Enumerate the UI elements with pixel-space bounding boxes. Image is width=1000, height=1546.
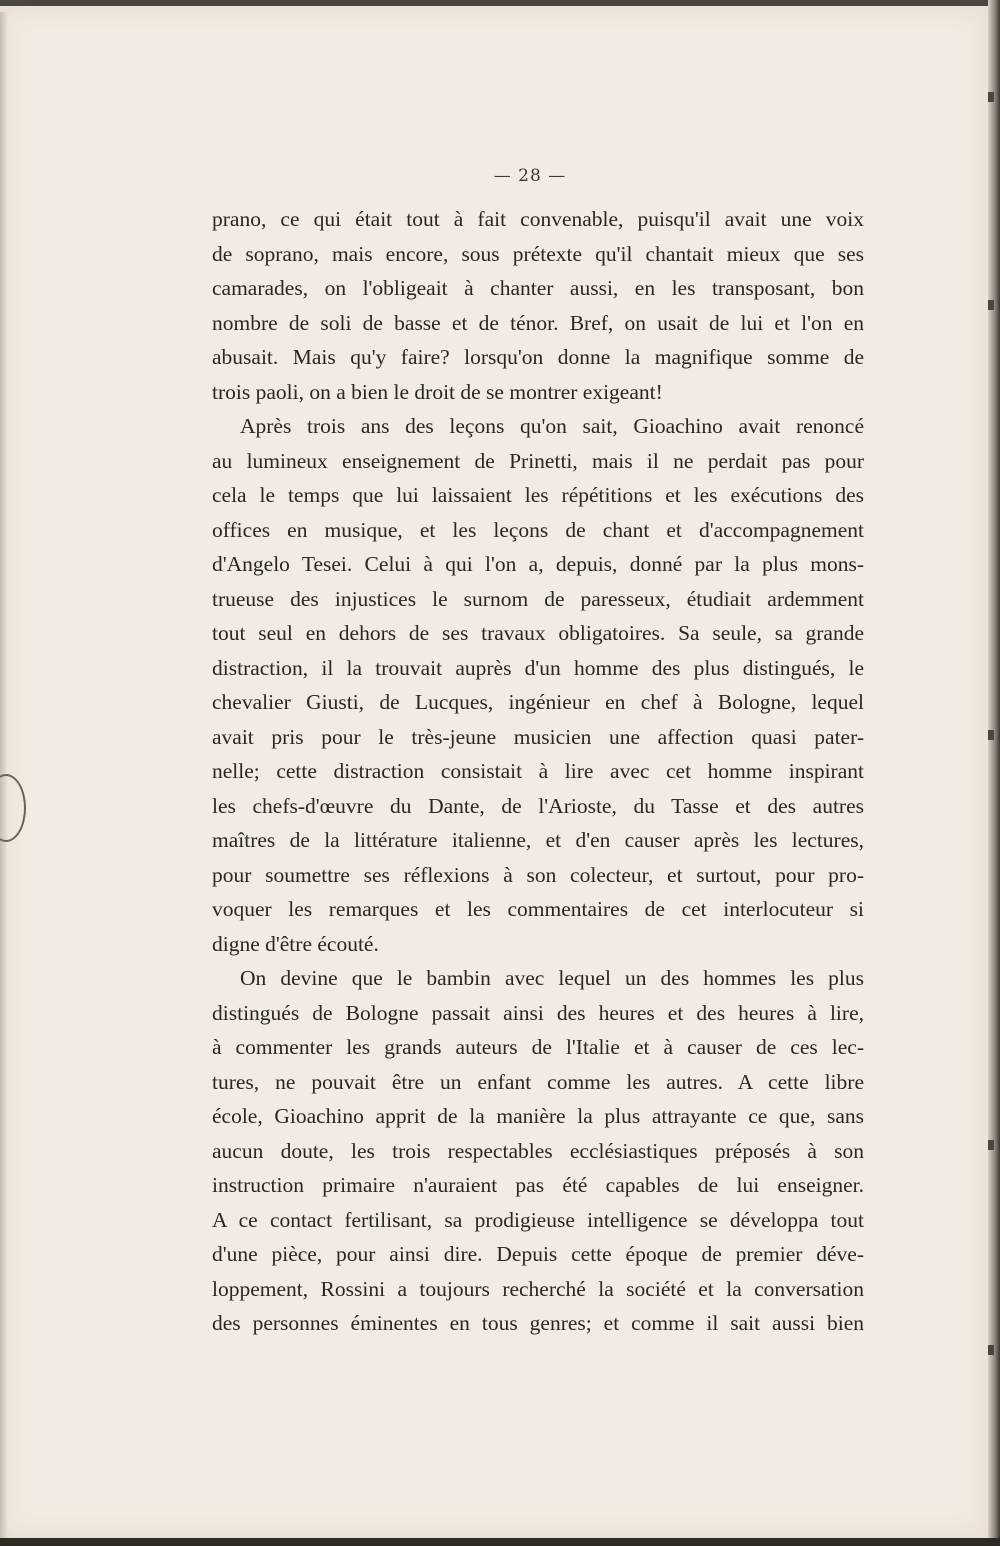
text-line: prano, ce qui était tout à fait convenable, puisqu'il avait une voix [212,207,864,231]
paragraph-3 [212,961,864,1341]
text-line: distingués de Bologne passait ainsi des heures et des heures à lire, [212,1000,864,1025]
text-line: les chefs-d'œuvre du Dante, de l'Arioste, du Tasse et des autres [212,793,864,818]
text-line: abusait. Mais qu'y faire? lorsqu'on donne la magnifique somme de [212,345,864,369]
text-line: trois paoli, on a bien le droit de se montrer exigeant! [212,379,663,404]
text-line: instruction primaire n'auraient pas été capables de lui enseigner. [212,1173,864,1197]
text-line: distraction, il la trouvait auprès d'un homme des plus distingués, le [212,655,864,680]
text-line: camarades, on l'obligeait à chanter aussi, en les transposant, bon [212,276,864,300]
text-line: pour soumettre ses réflexions à son colecteur, et surtout, pour pro- [212,862,864,887]
text-line: chevalier Giusti, de Lucques, ingénieur en chef à Bologne, lequel [212,690,864,714]
binding-mark [0,774,26,842]
edge-tab-marker [988,730,994,740]
edge-tab-marker [988,1345,994,1355]
text-line: tout seul en dehors de ses travaux obligatoires. Sa seule, sa grande [212,621,864,645]
text-line: tures, ne pouvait être un enfant comme les autres. A cette libre [212,1069,864,1094]
text-line: Après trois ans des leçons qu'on sait, Gioachino avait renoncé [240,414,864,438]
paragraph-1 [212,202,864,409]
body-text [212,202,864,1341]
text-line: avait pris pour le très-jeune musicien une affection quasi pater- [212,724,864,749]
text-line: loppement, Rossini a toujours recherché la société et la conversation [212,1276,864,1301]
text-line: d'Angelo Tesei. Celui à qui l'on a, depuis, donné par la plus mons- [212,552,864,576]
text-line: nombre de soli de basse et de ténor. Bref, on usait de lui et l'on en [212,310,864,335]
edge-tab-marker [988,300,994,310]
edge-tab-marker [988,1140,994,1150]
page-number: — 28 — [493,166,567,186]
text-line: au lumineux enseignement de Prinetti, mais il ne perdait pas pour [212,448,864,473]
text-line: d'une pièce, pour ainsi dire. Depuis cette époque de premier déve- [212,1242,864,1266]
text-line: nelle; cette distraction consistait à lire avec cet homme inspirant [212,759,864,783]
book-page [0,6,988,1538]
text-line: à commenter les grands auteurs de l'Italie et à causer de ces lec- [212,1035,864,1059]
text-line: digne d'être écouté. [212,931,379,956]
text-line: aucun doute, les trois respectables ecclésiastiques préposés à son [212,1138,864,1163]
text-line: A ce contact fertilisant, sa prodigieuse intelligence se développa tout [212,1207,864,1232]
text-line: cela le temps que lui laissaient les répétitions et les exécutions des [212,483,864,507]
text-line: école, Gioachino apprit de la manière la plus attrayante ce que, sans [212,1104,864,1128]
text-line: trueuse des injustices le surnom de paresseux, étudiait ardemment [212,586,864,611]
page-bottom-edge [0,1538,1000,1546]
text-line: de soprano, mais encore, sous prétexte qu'il chantait mieux que ses [212,241,864,266]
page-right-edge [988,0,1000,1546]
text-line: des personnes éminentes en tous genres; et comme il sait aussi bien [212,1311,864,1335]
text-line: On devine que le bambin avec lequel un des hommes les plus [240,966,864,990]
text-line: offices en musique, et les leçons de chant et d'accompagnement [212,517,864,542]
edge-tab-marker [988,92,994,102]
text-line: voquer les remarques et les commentaires de cet interlocuteur si [212,897,864,921]
paragraph-2 [212,409,864,961]
text-line: maîtres de la littérature italienne, et d'en causer après les lectures, [212,828,864,852]
